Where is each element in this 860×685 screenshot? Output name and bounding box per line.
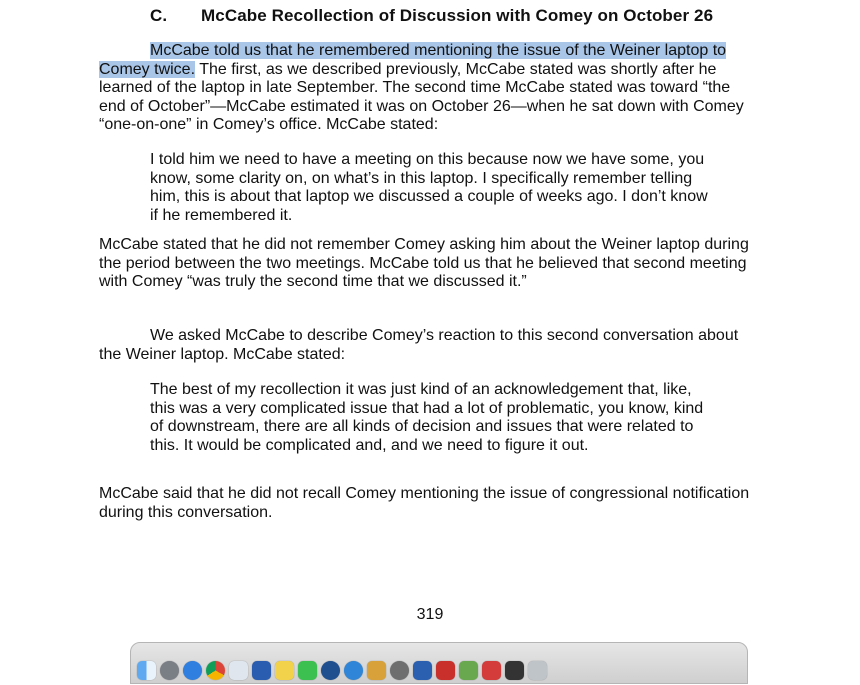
messages-icon[interactable]: [275, 661, 294, 680]
appstore-icon[interactable]: [321, 661, 340, 680]
macos-dock: [130, 642, 748, 684]
photos-icon[interactable]: [482, 661, 501, 680]
section-title: McCabe Recollection of Discussion with Comey on October 26: [201, 6, 714, 25]
paragraph-3: We asked McCabe to describe Comey’s reaction to this second conversation about the Weiner laptop. McCabe stated:: [99, 327, 739, 363]
facetime-icon[interactable]: [298, 661, 317, 680]
trash-icon[interactable]: [528, 661, 547, 680]
settings-icon[interactable]: [344, 661, 363, 680]
paragraph-4: McCabe said that he did not recall Comey mentioning the issue of congressional notification during this conversation.: [99, 485, 750, 521]
paragraph-1-rest: The first, as we described previously, McCabe stated was shortly after he learned of the laptop in late September. The second time McCabe stated was toward “the end of October”—McCabe estimated it was on October 26—when he sat down with Comey “one-on-one” in Comey’s office. McCabe stated:: [99, 60, 744, 134]
paragraph-1: [99, 42, 759, 135]
dock-icon-row: [137, 661, 741, 685]
folder-icon[interactable]: [505, 661, 524, 680]
pdf-icon[interactable]: [436, 661, 455, 680]
excel-icon[interactable]: [390, 661, 409, 680]
highlighted-text[interactable]: McCabe told us that he remembered mentioning the issue of the Weiner laptop to Comey twice.: [99, 42, 727, 78]
section-letter: C.: [150, 6, 168, 25]
preview-icon[interactable]: [229, 661, 248, 680]
safari-icon[interactable]: [183, 661, 202, 680]
chrome-icon[interactable]: [206, 661, 225, 680]
launchpad-icon[interactable]: [160, 661, 179, 680]
finder-icon[interactable]: [137, 661, 156, 680]
block-quote-2: The best of my recollection it was just kind of an acknowledgement that, like, this was a very complicated issue that had a lot of problematic, you know, kind of downstream, there are all kinds of decision and issues that were related to this. It would be complicated and, and we need to figure it out.: [150, 381, 704, 454]
word-icon[interactable]: [367, 661, 386, 680]
notes-icon[interactable]: [252, 661, 271, 680]
block-quote-1: I told him we need to have a meeting on this because now we have some, you know, some clarity on, on what’s in this laptop. I specifically remember telling him, this is about that laptop we discussed a couple of weeks ago. I don’t know if he remembered it.: [150, 151, 708, 224]
powerpoint-icon[interactable]: [413, 661, 432, 680]
terminal-icon[interactable]: [459, 661, 478, 680]
page-number: 319: [416, 606, 444, 623]
paragraph-2: McCabe stated that he did not remember Comey asking him about the Weiner laptop during the period between the two meetings. McCabe told us that he believed that second meeting with Comey “was truly the second time that we discussed it.”: [99, 236, 749, 291]
